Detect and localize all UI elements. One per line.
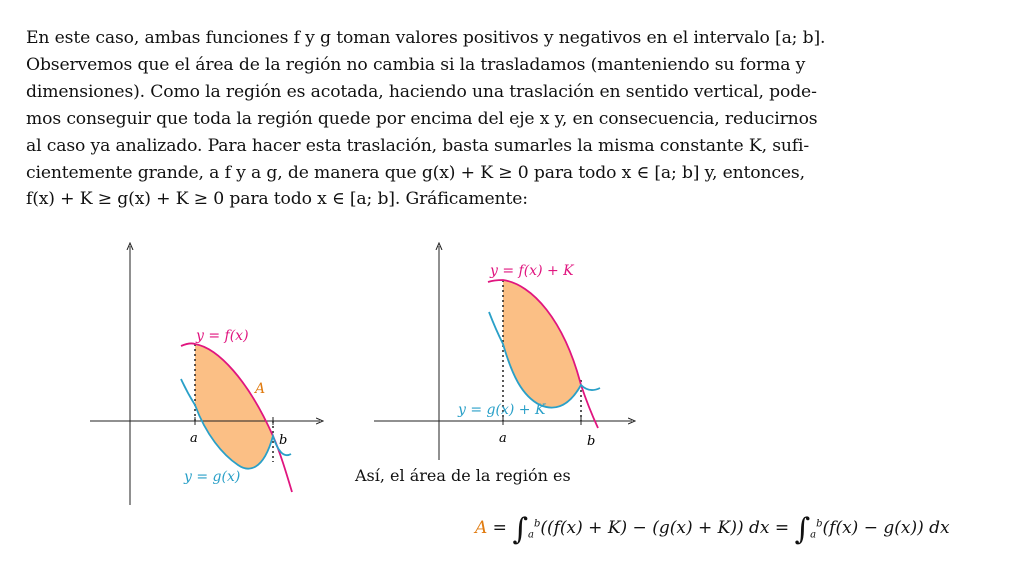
b-label: b <box>587 434 596 449</box>
area-formula <box>475 512 950 547</box>
paragraph-line: Observemos que el área de la región no cambia si la trasladamos (manteniendo su forma y <box>26 54 806 75</box>
integral-lower-limit: a <box>810 529 817 541</box>
integral-sign: ∫ <box>512 512 528 547</box>
area-region <box>503 280 581 408</box>
paragraph-line: dimensiones). Como la región es acotada, haciendo una traslación en sentido vertical, pode- <box>26 81 817 102</box>
paragraph-line: mos conseguir que toda la región quede por encima del eje x y, en consecuencia, reducirnos <box>26 108 818 129</box>
area-label: A <box>255 381 266 397</box>
g-label: y = g(x) + K <box>458 402 546 418</box>
paragraph-line: f(x) + K ≥ g(x) + K ≥ 0 para todo x ∈ [a; b]. Gráficamente: <box>26 189 528 210</box>
integral-upper-limit: b <box>533 518 541 530</box>
f-label: y = f(x) <box>196 328 249 344</box>
formula-lhs: A <box>475 518 488 538</box>
a-label: a <box>499 431 507 446</box>
paragraph-line: En este caso, ambas funciones f y g toman valores positivos y negativos en el intervalo [a; b]. <box>26 28 826 48</box>
integral-sign: ∫ <box>794 512 811 547</box>
integral-upper-limit: b <box>816 518 823 530</box>
figure-right <box>372 240 642 470</box>
formula-body-1: ((f(x) + K) − (g(x) + K)) dx = <box>540 518 795 538</box>
paragraph-line: cientemente grande, a f y a g, de manera que g(x) + K ≥ 0 para todo x ∈ [a; b] y, entonces, <box>26 162 805 183</box>
g-label: y = g(x) <box>184 469 241 485</box>
formula-body-2: (f(x) − g(x)) dx <box>822 518 950 538</box>
b-label: b <box>279 433 288 448</box>
main-paragraph <box>26 25 826 213</box>
area-region <box>195 344 273 469</box>
a-label: a <box>190 431 198 446</box>
paragraph-line: al caso ya analizado. Para hacer esta traslación, basta sumarles la misma constante K, sufi- <box>26 135 810 156</box>
f-label: y = f(x) + K <box>490 263 574 279</box>
area-intro-text: Así, el área de la región es <box>355 466 571 485</box>
formula-equals: = <box>487 518 513 538</box>
integral-lower-limit: a <box>527 529 534 541</box>
